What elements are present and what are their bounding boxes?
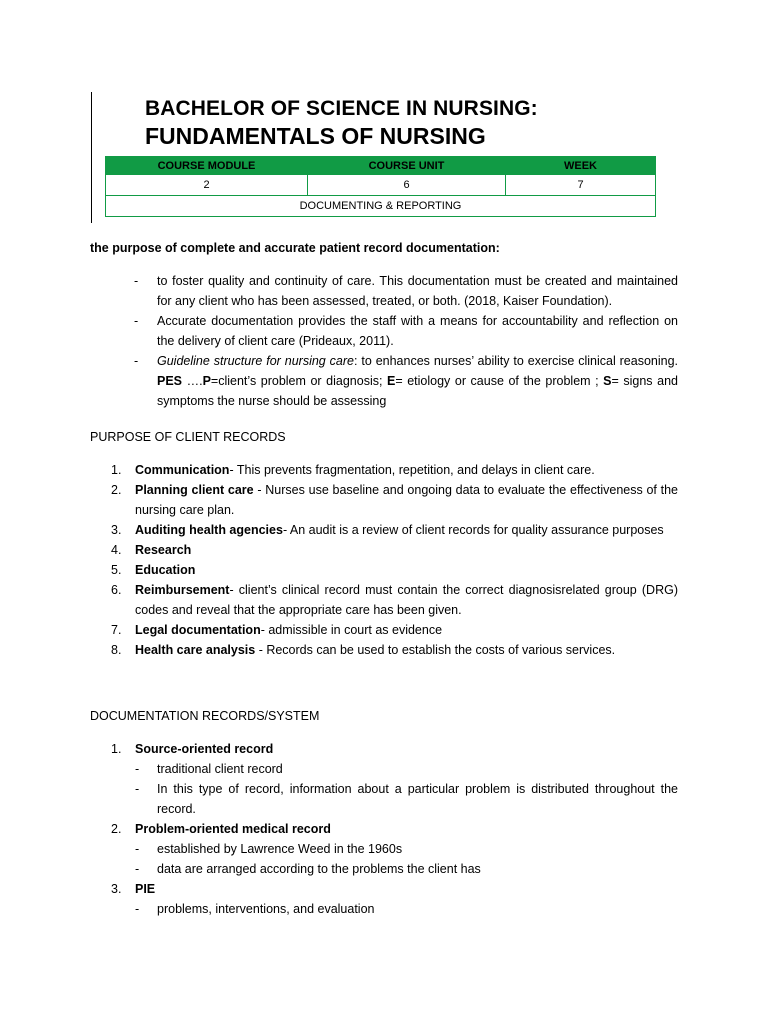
sub-bullets <box>135 759 678 819</box>
value-week: 7 <box>506 175 656 196</box>
item-number: 1. <box>111 742 122 756</box>
item-term: PIE <box>135 882 156 896</box>
item-term: Health care analysis <box>135 643 256 657</box>
item-number: 4. <box>111 543 122 557</box>
course-table-header-row <box>106 157 656 175</box>
item-term: Problem-oriented medical record <box>135 822 331 836</box>
item-term: Planning client care <box>135 483 254 497</box>
list-item <box>90 819 678 879</box>
item-number: 5. <box>111 563 122 577</box>
item-term: Auditing health agencies <box>135 523 283 537</box>
bullet-text: = signs and symptoms the nurse should be assessing <box>157 374 678 408</box>
sub-text: In this type of record, information about a particular problem is distributed throughout the record. <box>157 782 678 816</box>
purpose-bullet-3 <box>90 351 678 411</box>
header-week: WEEK <box>506 157 656 175</box>
topic-cell: DOCUMENTING & REPORTING <box>106 196 656 217</box>
bullet-text: = etiology or cause of the problem ; <box>395 374 604 388</box>
value-course-module: 2 <box>106 175 308 196</box>
sub-text: data are arranged according to the problems the client has <box>157 862 481 876</box>
client-records-list <box>90 460 678 660</box>
s-term: S <box>603 374 612 388</box>
list-item <box>90 580 678 620</box>
bullet-text: to foster quality and continuity of care. This documentation must be created and maintained for any client who has been assessed, treated, or both. (2018, Kaiser Foundation). <box>157 274 678 308</box>
list-item <box>90 620 678 640</box>
item-term: Reimbursement <box>135 583 230 597</box>
item-number: 1. <box>111 463 122 477</box>
dash-marker: - <box>135 762 140 776</box>
purpose-heading: the purpose of complete and accurate patient record documentation: <box>90 241 500 255</box>
dash-marker: - <box>134 314 139 328</box>
document-body <box>90 238 678 919</box>
course-info-table <box>105 156 656 217</box>
item-number: 2. <box>111 483 122 497</box>
dash-marker: - <box>135 782 140 796</box>
item-term: Source-oriented record <box>135 742 274 756</box>
sub-item <box>135 859 678 879</box>
pes-term: PES <box>157 374 183 388</box>
client-records-heading: PURPOSE OF CLIENT RECORDS <box>90 430 286 444</box>
sub-bullets <box>135 839 678 879</box>
item-desc: - client’s clinical record must contain the correct diagnosisrelated group (DRG) codes and reveal that the appropriate care has been given. <box>135 583 678 617</box>
item-number: 7. <box>111 623 122 637</box>
dash-marker: - <box>135 842 140 856</box>
bullet-text: : to enhances nurses’ ability to exercise clinical reasoning. <box>353 354 679 368</box>
list-item <box>90 520 678 540</box>
item-number: 3. <box>111 523 122 537</box>
item-term: Legal documentation <box>135 623 261 637</box>
list-item <box>90 540 678 560</box>
bullet-text: …. <box>182 374 203 388</box>
item-desc: - This prevents fragmentation, repetition, and delays in client care. <box>229 463 595 477</box>
dash-marker: - <box>135 862 140 876</box>
course-table-topic-row <box>106 196 656 217</box>
list-item <box>90 879 678 919</box>
value-course-unit: 6 <box>308 175 506 196</box>
item-desc: - An audit is a review of client records for quality assurance purposes <box>282 523 664 537</box>
sub-bullets <box>135 899 678 919</box>
header-course-module: COURSE MODULE <box>106 157 308 175</box>
item-number: 6. <box>111 583 122 597</box>
e-term: E <box>387 374 396 388</box>
sub-item <box>135 839 678 859</box>
course-title: FUNDAMENTALS OF NURSING <box>145 123 486 149</box>
course-table-value-row <box>106 175 656 196</box>
dash-marker: - <box>135 902 140 916</box>
dash-marker: - <box>134 354 139 368</box>
sub-item <box>135 899 678 919</box>
item-number: 2. <box>111 822 122 836</box>
doc-records-list <box>90 739 678 919</box>
list-item <box>90 480 678 520</box>
doc-records-heading: DOCUMENTATION RECORDS/SYSTEM <box>90 709 320 723</box>
list-item <box>90 739 678 819</box>
list-item <box>90 460 678 480</box>
item-desc: - Records can be used to establish the costs of various services. <box>255 643 616 657</box>
dash-marker: - <box>134 274 139 288</box>
sub-text: problems, interventions, and evaluation <box>157 902 375 916</box>
document-header <box>145 96 538 150</box>
sub-item <box>135 779 678 819</box>
item-number: 8. <box>111 643 122 657</box>
item-term: Research <box>135 543 192 557</box>
item-term: Education <box>135 563 196 577</box>
sub-item <box>135 759 678 779</box>
guideline-term: Guideline structure for nursing care <box>157 354 354 368</box>
list-item <box>90 640 678 660</box>
list-item <box>90 560 678 580</box>
header-course-unit: COURSE UNIT <box>308 157 506 175</box>
program-title: BACHELOR OF SCIENCE IN NURSING: <box>145 97 538 120</box>
p-term: P <box>202 374 211 388</box>
purpose-bullet-2 <box>90 311 678 351</box>
sub-text: traditional client record <box>157 762 283 776</box>
bullet-text: =client’s problem or diagnosis; <box>210 374 388 388</box>
item-desc: - admissible in court as evidence <box>260 623 443 637</box>
item-desc: - Nurses use baseline and ongoing data to evaluate the effectiveness of the nursing care plan. <box>135 483 679 517</box>
purpose-bullet-1 <box>90 271 678 311</box>
bullet-text: Accurate documentation provides the staff with a means for accountability and reflection on the delivery of client care (Prideaux, 2011). <box>157 314 678 348</box>
sub-text: established by Lawrence Weed in the 1960s <box>157 842 403 856</box>
purpose-bullets <box>90 271 678 411</box>
item-number: 3. <box>111 882 122 896</box>
header-left-rule <box>91 92 92 223</box>
item-term: Communication <box>135 463 230 477</box>
